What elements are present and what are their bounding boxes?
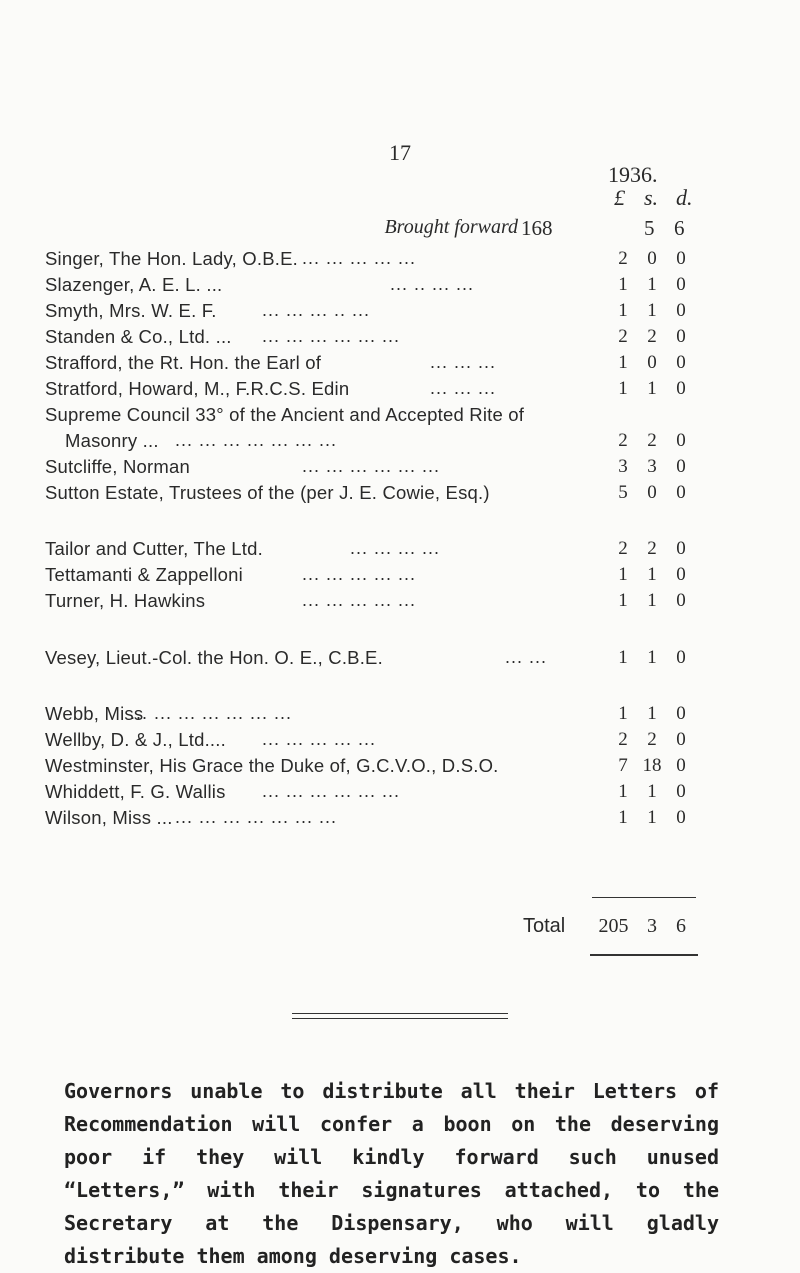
entry-pounds: 1 (618, 378, 628, 399)
entry-pounds: 1 (618, 647, 628, 668)
entry-pence: 0 (676, 538, 686, 559)
entry-shillings: 2 (647, 430, 657, 451)
entry-shillings: 1 (647, 807, 657, 828)
section-divider (292, 1018, 508, 1019)
list-item (0, 430, 800, 458)
entry-name: Smyth, Mrs. W. E. F. (45, 300, 217, 321)
list-item (0, 482, 800, 510)
brought-forward-pounds: 168 (521, 216, 553, 240)
entry-name: Vesey, Lieut.-Col. the Hon. O. E., C.B.E. (45, 647, 383, 668)
list-item (0, 404, 800, 432)
entry-name: Tailor and Cutter, The Ltd. (45, 538, 263, 559)
entry-shillings: 1 (647, 564, 657, 585)
brought-forward-shillings: 5 (644, 216, 655, 240)
entry-pounds: 1 (618, 807, 628, 828)
list-item (0, 647, 800, 675)
leader-dots: ... ... ... (430, 352, 497, 372)
total-pounds: 205 (598, 915, 629, 937)
list-item (0, 248, 800, 276)
entry-shillings: 18 (642, 755, 662, 776)
entry-shillings: 0 (647, 482, 657, 503)
entry-shillings: 2 (647, 326, 657, 347)
page-number: 17 (389, 140, 411, 165)
entry-pounds: 2 (618, 326, 628, 347)
entry-pounds: 2 (618, 430, 628, 451)
leader-dots: ... ... (505, 647, 548, 667)
entry-pence: 0 (676, 248, 686, 269)
entry-name: Strafford, the Rt. Hon. the Earl of (45, 352, 322, 373)
entry-name: Tettamanti & Zappelloni (45, 564, 243, 585)
entry-pence: 0 (676, 564, 686, 585)
entry-pence: 0 (676, 456, 686, 477)
year-heading: 1936. (608, 162, 658, 187)
list-item (0, 456, 800, 484)
entry-shillings: 1 (647, 300, 657, 321)
leader-dots: ... ... ... ... ... (302, 248, 417, 268)
leader-dots: ... ... ... ... ... (302, 590, 417, 610)
entry-pounds: 1 (618, 300, 628, 321)
entry-pounds: 7 (618, 755, 628, 776)
entry-pounds: 1 (618, 590, 628, 611)
entry-shillings: 0 (647, 248, 657, 269)
entry-name: Wilson, Miss ... (45, 807, 173, 828)
brought-forward-label: Brought forward (384, 216, 518, 238)
total-pence: 6 (676, 915, 686, 937)
entry-name: Stratford, Howard, M., F.R.C.S. Edin (45, 378, 350, 399)
entry-pounds: 3 (618, 456, 628, 477)
leader-dots: ... ... ... ... ... (262, 729, 377, 749)
entry-pounds: 1 (618, 564, 628, 585)
entry-pounds: 2 (618, 538, 628, 559)
brought-forward-pence: 6 (674, 216, 685, 240)
list-item (0, 590, 800, 618)
leader-dots: ... ... ... ... ... ... (302, 456, 441, 476)
entry-pence: 0 (676, 352, 686, 373)
entry-shillings: 1 (647, 378, 657, 399)
entry-shillings: 1 (647, 590, 657, 611)
entry-name: Turner, H. Hawkins (45, 590, 206, 611)
list-item (0, 538, 800, 566)
leader-dots: ... ... ... ... ... ... ... (130, 703, 293, 723)
leader-dots: ... ... ... ... ... ... ... (175, 807, 338, 827)
entry-shillings: 1 (647, 274, 657, 295)
entry-name: Westminster, His Grace the Duke of, G.C.V.O., D.S.O. (45, 755, 499, 776)
entry-pence: 0 (676, 729, 686, 750)
entry-pence: 0 (676, 703, 686, 724)
entry-pence: 0 (676, 430, 686, 451)
leader-dots: ... ... ... ... ... ... ... (175, 430, 338, 450)
leader-dots: ... ... ... ... (350, 538, 441, 558)
entry-pence: 0 (676, 781, 686, 802)
list-item (0, 326, 800, 354)
shillings-column-header: s. (644, 185, 659, 210)
pence-column-header: d. (676, 185, 693, 210)
leader-dots: ... ... ... ... ... (302, 564, 417, 584)
list-item (0, 703, 800, 731)
entry-name: Sutton Estate, Trustees of the (per J. E. Cowie, Esq.) (45, 482, 490, 503)
entry-name: Sutcliffe, Norman (45, 456, 190, 477)
entry-pence: 0 (676, 482, 686, 503)
entry-shillings: 1 (647, 647, 657, 668)
leader-dots: ... .. ... ... (390, 274, 475, 294)
entry-name: Masonry ... (65, 430, 159, 451)
list-item (0, 781, 800, 809)
leader-dots: ... ... ... ... ... ... (262, 781, 401, 801)
entry-name: Singer, The Hon. Lady, O.B.E. (45, 248, 298, 269)
entry-shillings: 3 (647, 456, 657, 477)
entry-pence: 0 (676, 300, 686, 321)
entry-name: Supreme Council 33° of the Ancient and Accepted Rite of (45, 404, 525, 425)
list-item (0, 300, 800, 328)
list-item (0, 807, 800, 835)
total-label: Total (523, 915, 566, 937)
list-item (0, 755, 800, 783)
list-item (0, 352, 800, 380)
pounds-column-header: £ (614, 185, 625, 210)
total-shillings: 3 (647, 915, 657, 937)
entry-pence: 0 (676, 590, 686, 611)
entry-shillings: 1 (647, 703, 657, 724)
leader-dots: ... ... ... ... ... ... (262, 326, 401, 346)
entry-name: Webb, Miss (45, 703, 144, 724)
list-item (0, 274, 800, 302)
entry-shillings: 2 (647, 538, 657, 559)
list-item (0, 378, 800, 406)
entry-pounds: 5 (618, 482, 628, 503)
entry-pounds: 2 (618, 248, 628, 269)
entry-pounds: 1 (618, 781, 628, 802)
entry-pence: 0 (676, 647, 686, 668)
entry-pence: 0 (676, 807, 686, 828)
entry-name: Standen & Co., Ltd. ... (45, 326, 232, 347)
entry-pence: 0 (676, 378, 686, 399)
entry-pence: 0 (676, 274, 686, 295)
list-item (0, 564, 800, 592)
governors-notice: Governors unable to distribute all their Letters of Recommendation will confer a boon on the deserving poor if they will kindly forward such unused “Letters,” with their signatures attached, to the Secretary at the Dispensary, who will gladly distribute them among deserving cases. (64, 1079, 719, 1268)
entry-shillings: 2 (647, 729, 657, 750)
entry-pounds: 1 (618, 352, 628, 373)
entry-pounds: 2 (618, 729, 628, 750)
section-divider (292, 1013, 508, 1014)
total-rule (590, 954, 698, 956)
entry-name: Whiddett, F. G. Wallis (45, 781, 226, 802)
subtotal-rule (592, 897, 696, 898)
list-item (0, 729, 800, 757)
leader-dots: ... ... ... .. ... (262, 300, 371, 320)
entry-pence: 0 (676, 326, 686, 347)
entry-name: Slazenger, A. E. L. ... (45, 274, 223, 295)
entry-pounds: 1 (618, 274, 628, 295)
entry-pence: 0 (676, 755, 686, 776)
entry-name: Wellby, D. & J., Ltd.... (45, 729, 226, 750)
entry-shillings: 0 (647, 352, 657, 373)
leader-dots: ... ... ... (430, 378, 497, 398)
entry-shillings: 1 (647, 781, 657, 802)
entry-pounds: 1 (618, 703, 628, 724)
